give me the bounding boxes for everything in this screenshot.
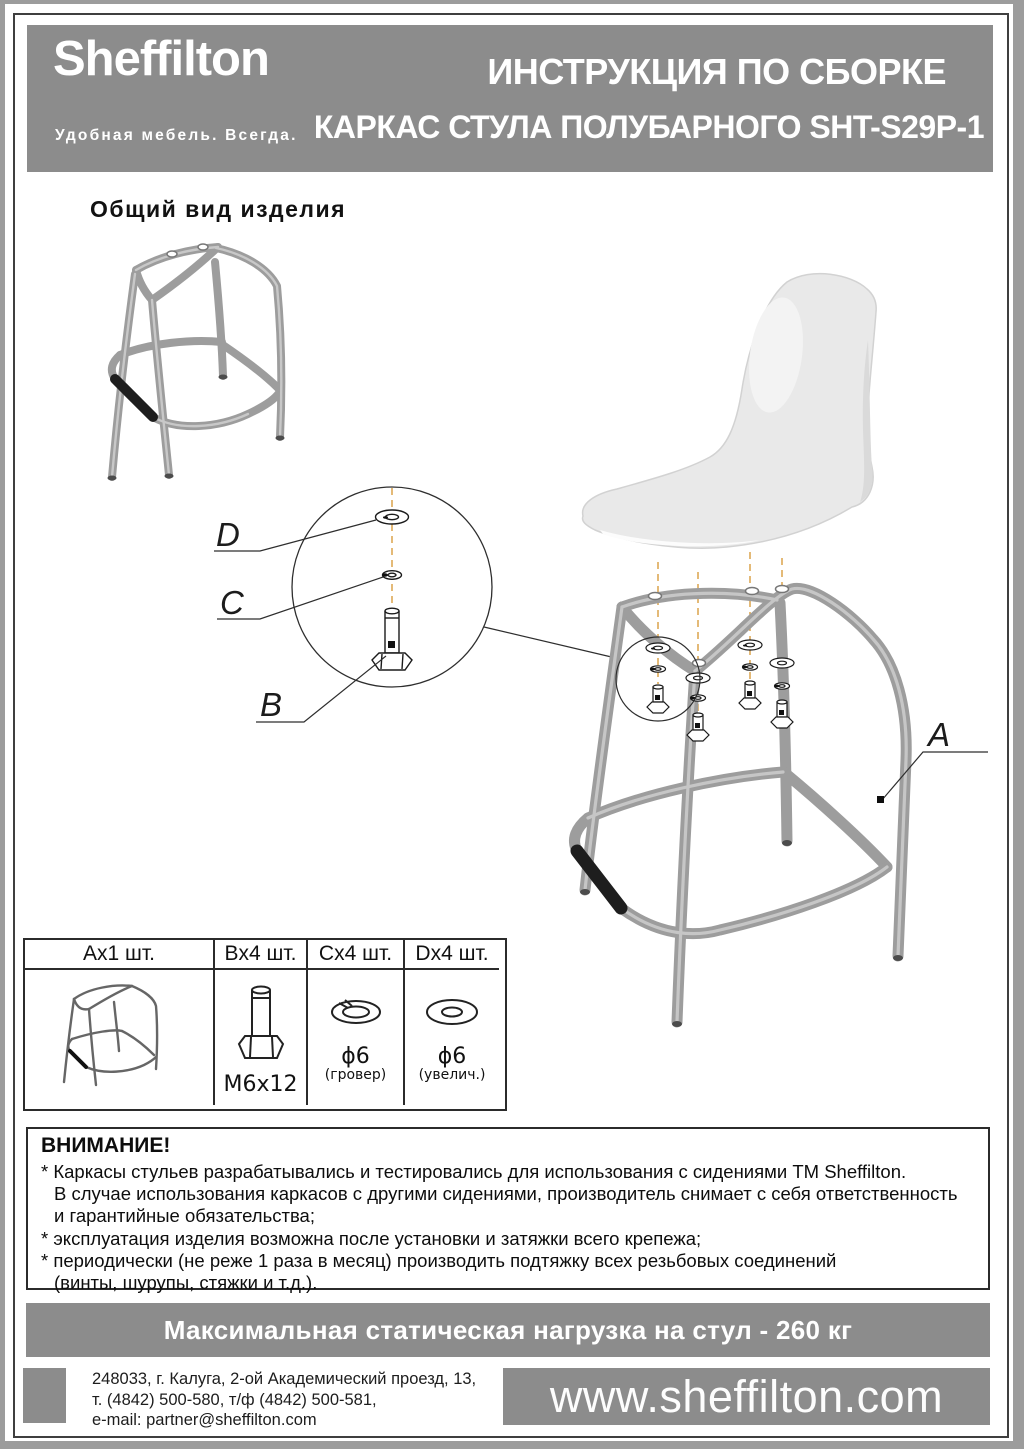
warning-title: ВНИМАНИЕ!: [41, 1134, 171, 1157]
scan-edge-top: [0, 0, 1024, 4]
fastener-stacks: [616, 637, 794, 741]
lock-washer-icon: [321, 990, 391, 1034]
bolt-icon: [231, 978, 291, 1070]
leader-a: [882, 752, 988, 800]
alignment-lines: [658, 552, 782, 712]
warning-line: и гарантийные обязательства;: [54, 1205, 315, 1227]
brand-tagline: Удобная мебель. Всегда.: [55, 127, 298, 144]
parts-cell-bolt: [213, 970, 306, 1105]
company-address: [92, 1369, 476, 1431]
lock-washer-detail: [382, 571, 401, 580]
address-line: т. (4842) 500-580, т/ф (4842) 500-581,: [92, 1390, 377, 1409]
leader-a-marker: [877, 796, 884, 803]
doc-title-line1: ИНСТРУКЦИЯ ПО СБОРКЕ: [487, 51, 946, 92]
doc-title-line2: КАРКАС СТУЛА ПОЛУБАРНОГО SHT-S29P-1: [313, 109, 984, 145]
washer-icon: [417, 990, 487, 1034]
parts-col-a-header: Ax1 шт.: [25, 940, 213, 970]
parts-col-c-header: Cx4 шт.: [306, 940, 403, 970]
warning-line: В случае использования каркасов с другими сидениями, производитель снимает с себя ответственность: [54, 1183, 958, 1205]
lock-washer-spec: ϕ6: [341, 1044, 370, 1069]
fastener-detail-circle: [214, 487, 620, 723]
frame-icon: [44, 975, 194, 1100]
washer-detail: [376, 510, 409, 524]
label-b: B: [260, 686, 283, 723]
footer-accent-square: [23, 1368, 66, 1423]
scan-edge-bottom: [0, 1441, 1024, 1449]
scan-edge-right: [1013, 0, 1024, 1449]
warning-line: * периодически (не реже 1 раза в месяц) производить подтяжку всех резьбовых соединений: [41, 1249, 837, 1271]
warning-line: (винты, шурупы, стяжки и т.д.).: [54, 1272, 318, 1294]
parts-table: [23, 938, 507, 1111]
parts-cell-washer: [403, 970, 499, 1105]
warning-line: * Каркасы стульев разрабатывались и тестировались для использования с сидениями ТМ Sheffilton.: [41, 1161, 907, 1182]
washer-note: (увелич.): [418, 1067, 486, 1083]
lock-washer-note: (гровер): [324, 1067, 387, 1083]
parts-col-b-header: Bx4 шт.: [213, 940, 306, 970]
warning-box: [26, 1127, 990, 1294]
brand-logo: Sheffilton: [53, 32, 269, 86]
leader-detail-to-frame: [484, 627, 620, 659]
address-line: e-mail: partner@sheffilton.com: [92, 1411, 317, 1429]
website-url: www.sheffilton.com: [549, 1370, 944, 1422]
seat-shell: [583, 274, 877, 549]
max-load-banner: Максимальная статическая нагрузка на стул - 260 кг: [26, 1303, 990, 1357]
label-a: A: [928, 716, 951, 753]
label-c: C: [220, 584, 244, 621]
frame-main-drawing: [574, 586, 906, 1028]
bolt-spec: M6x12: [223, 1072, 298, 1097]
parts-col-d-header: Dx4 шт.: [403, 940, 499, 970]
website-banner: [503, 1368, 990, 1425]
scan-edge-left: [0, 0, 5, 1449]
address-line: 248033, г. Калуга, 2-ой Академический проезд, 13,: [92, 1370, 477, 1388]
warning-line: * эксплуатация изделия возможна после установки и затяжки всего крепежа;: [41, 1227, 702, 1249]
parts-cell-frame: [25, 970, 213, 1105]
washer-spec: ϕ6: [437, 1044, 467, 1069]
header-banner: [27, 25, 993, 172]
frame-overview-drawing: [108, 244, 285, 481]
exploded-assembly: [574, 274, 988, 1027]
section-heading: Общий вид изделия: [90, 196, 347, 222]
label-d: D: [216, 516, 240, 553]
parts-cell-lock-washer: [306, 970, 403, 1105]
